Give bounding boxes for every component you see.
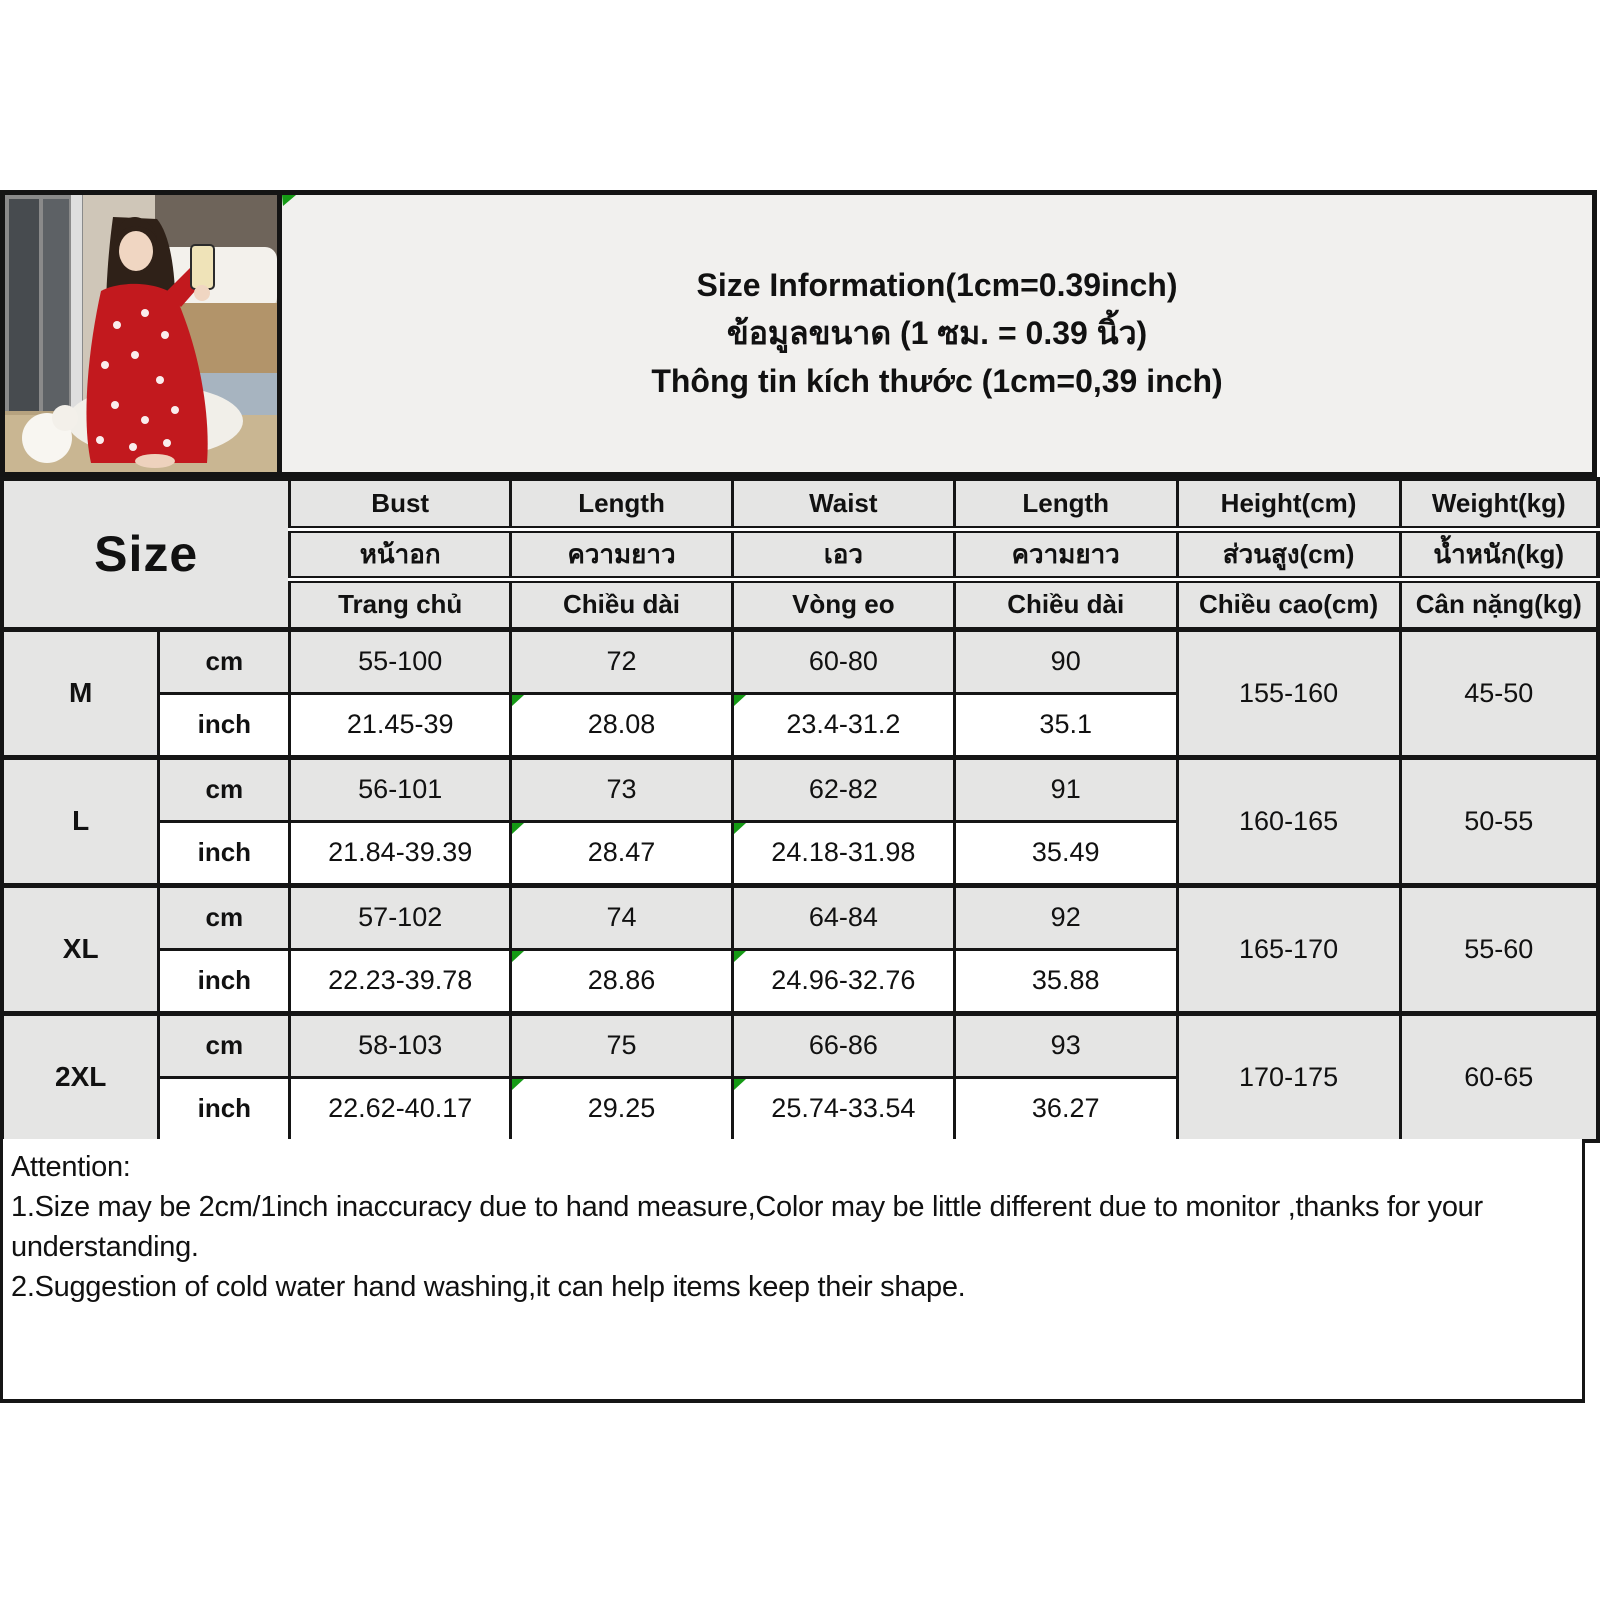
size-label-2XL: 2XL <box>2 1013 159 1141</box>
product-photo-illustration <box>5 195 277 472</box>
cell-M-inch-bust: 21.45-39 <box>290 693 511 757</box>
col-height-en: Height(cm) <box>1177 479 1400 529</box>
cell-L-inch-length2: 35.49 <box>954 821 1177 885</box>
col-waist-vi: Vòng eo <box>732 579 954 629</box>
col-length1-th: ความยาว <box>511 529 733 579</box>
cell-2XL-cm-length2: 93 <box>954 1013 1177 1077</box>
green-corner-marker-icon <box>512 1079 524 1090</box>
title-thai: ข้อมูลขนาด (1 ซม. = 0.39 นิ้ว) <box>726 314 1148 351</box>
col-bust-en: Bust <box>290 479 511 529</box>
cell-2XL-weight: 60-65 <box>1400 1013 1598 1141</box>
size-information-box <box>282 190 1597 477</box>
unit-inch: inch <box>159 693 290 757</box>
cell-M-cm-bust: 55-100 <box>290 629 511 693</box>
cell-XL-inch-length1: 28.86 <box>511 949 733 1013</box>
cell-M-inch-length1: 28.08 <box>511 693 733 757</box>
unit-inch: inch <box>159 1077 290 1141</box>
cell-L-cm-bust: 56-101 <box>290 757 511 821</box>
unit-cm: cm <box>159 885 290 949</box>
cell-2XL-height: 170-175 <box>1177 1013 1400 1141</box>
cell-2XL-inch-length1: 29.25 <box>511 1077 733 1141</box>
attention-line-1: 1.Size may be 2cm/1inch inaccuracy due to hand measure,Color may be little different due to monitor ,thanks for your understanding. <box>11 1191 1483 1263</box>
title-english: Size Information(1cm=0.39inch) <box>696 266 1178 303</box>
green-corner-marker-icon <box>734 951 746 962</box>
cell-XL-height: 165-170 <box>1177 885 1400 1013</box>
green-corner-marker-icon <box>512 695 524 706</box>
cell-M-height: 155-160 <box>1177 629 1400 757</box>
cell-L-inch-waist: 24.18-31.98 <box>732 821 954 885</box>
product-photo <box>0 190 282 477</box>
green-corner-marker-icon <box>282 195 296 206</box>
cell-XL-cm-length2: 92 <box>954 885 1177 949</box>
size-table <box>0 477 1600 1143</box>
unit-inch: inch <box>159 949 290 1013</box>
size-corner-cell: Size <box>2 479 290 629</box>
col-length2-en: Length <box>954 479 1177 529</box>
cell-2XL-cm-bust: 58-103 <box>290 1013 511 1077</box>
attention-title: Attention: <box>11 1151 131 1183</box>
col-height-th: ส่วนสูง(cm) <box>1177 529 1400 579</box>
green-corner-marker-icon <box>512 951 524 962</box>
unit-cm: cm <box>159 1013 290 1077</box>
cell-XL-cm-length1: 74 <box>511 885 733 949</box>
cell-L-inch-length1: 28.47 <box>511 821 733 885</box>
cell-L-cm-length2: 91 <box>954 757 1177 821</box>
row-M-cm <box>2 629 1598 693</box>
cell-2XL-inch-length2: 36.27 <box>954 1077 1177 1141</box>
green-corner-marker-icon <box>734 695 746 706</box>
unit-inch: inch <box>159 821 290 885</box>
attention-line-2: 2.Suggestion of cold water hand washing,it can help items keep their shape. <box>11 1271 966 1303</box>
unit-cm: cm <box>159 629 290 693</box>
row-2XL-cm <box>2 1013 1598 1077</box>
cell-L-cm-waist: 62-82 <box>732 757 954 821</box>
green-corner-marker-icon <box>734 1079 746 1090</box>
cell-XL-inch-waist: 24.96-32.76 <box>732 949 954 1013</box>
green-corner-marker-icon <box>512 823 524 834</box>
cell-L-weight: 50-55 <box>1400 757 1598 885</box>
size-label-XL: XL <box>2 885 159 1013</box>
cell-XL-cm-bust: 57-102 <box>290 885 511 949</box>
col-length2-th: ความยาว <box>954 529 1177 579</box>
cell-M-inch-waist: 23.4-31.2 <box>732 693 954 757</box>
cell-M-cm-waist: 60-80 <box>732 629 954 693</box>
green-corner-marker-icon <box>734 823 746 834</box>
header-row <box>0 190 1597 477</box>
cell-XL-cm-waist: 64-84 <box>732 885 954 949</box>
title-vietnamese: Thông tin kích thước (1cm=0,39 inch) <box>651 363 1223 400</box>
row-XL-cm <box>2 885 1598 949</box>
col-length2-vi: Chiều dài <box>954 579 1177 629</box>
cell-XL-inch-length2: 35.88 <box>954 949 1177 1013</box>
cell-XL-weight: 55-60 <box>1400 885 1598 1013</box>
cell-M-cm-length2: 90 <box>954 629 1177 693</box>
col-waist-th: เอว <box>732 529 954 579</box>
size-label-M: M <box>2 629 159 757</box>
col-length1-vi: Chiều dài <box>511 579 733 629</box>
cell-L-height: 160-165 <box>1177 757 1400 885</box>
col-height-vi: Chiều cao(cm) <box>1177 579 1400 629</box>
cell-2XL-cm-waist: 66-86 <box>732 1013 954 1077</box>
col-weight-en: Weight(kg) <box>1400 479 1598 529</box>
cell-L-inch-bust: 21.84-39.39 <box>290 821 511 885</box>
col-length1-en: Length <box>511 479 733 529</box>
cell-M-inch-length2: 35.1 <box>954 693 1177 757</box>
row-L-cm <box>2 757 1598 821</box>
col-waist-en: Waist <box>732 479 954 529</box>
cell-M-cm-length1: 72 <box>511 629 733 693</box>
col-bust-th: หน้าอก <box>290 529 511 579</box>
cell-2XL-cm-length1: 75 <box>511 1013 733 1077</box>
col-weight-vi: Cân nặng(kg) <box>1400 579 1598 629</box>
cell-2XL-inch-waist: 25.74-33.54 <box>732 1077 954 1141</box>
attention-note <box>0 1139 1585 1403</box>
header-row-english <box>2 479 1598 529</box>
unit-cm: cm <box>159 757 290 821</box>
cell-2XL-inch-bust: 22.62-40.17 <box>290 1077 511 1141</box>
cell-L-cm-length1: 73 <box>511 757 733 821</box>
col-bust-vi: Trang chủ <box>290 579 511 629</box>
cell-M-weight: 45-50 <box>1400 629 1598 757</box>
cell-XL-inch-bust: 22.23-39.78 <box>290 949 511 1013</box>
size-label-L: L <box>2 757 159 885</box>
col-weight-th: น้ำหนัก(kg) <box>1400 529 1598 579</box>
